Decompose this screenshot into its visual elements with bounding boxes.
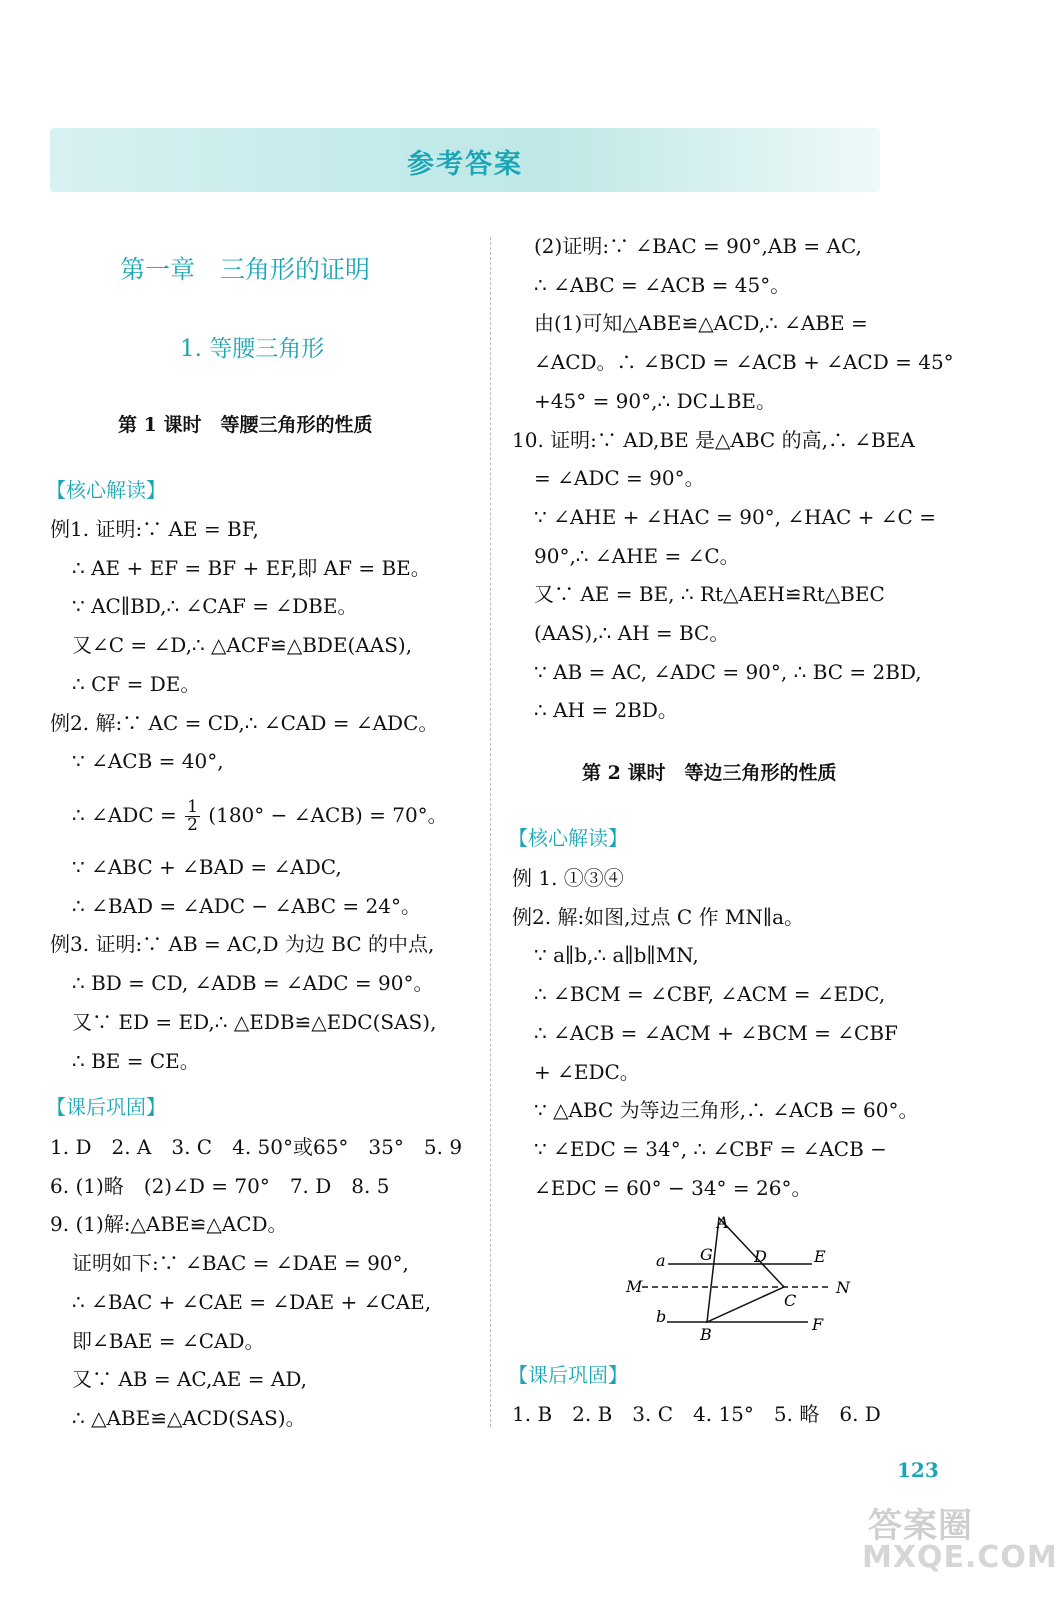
text-line: ∵ ∠ABC + ∠BAD = ∠ADC, [72, 855, 342, 879]
figure-label-E: E [814, 1247, 826, 1266]
text-line: 1. B 2. B 3. C 4. 15° 5. 略 6. D [512, 1402, 881, 1426]
figure-label-D: D [754, 1247, 767, 1266]
text-line: 例2. 解:如图,过点 C 作 MN∥a。 [512, 904, 805, 929]
text-line: ∴ AH = 2BD。 [534, 698, 678, 723]
figure-label-A: A [717, 1213, 729, 1232]
text-line: ∴ ∠BAC + ∠CAE = ∠DAE + ∠CAE, [72, 1289, 432, 1314]
text-line: ∵ AC∥BD,∴ ∠CAF = ∠DBE。 [72, 594, 358, 619]
section-tag-core: 【核心解读】 [46, 478, 166, 502]
fraction-suffix: (180° − ∠ACB) = 70°。 [208, 803, 448, 827]
text-line: 10. 证明:∵ AD,BE 是△ABC 的高,∴ ∠BEA [512, 427, 915, 452]
text-line: (2)证明:∵ ∠BAC = 90°,AB = AC, [534, 234, 862, 258]
figure-label-G: G [700, 1245, 713, 1264]
fraction [185, 799, 200, 834]
text-line: 又∵ ED = ED,∴ △EDB≌△EDC(SAS), [72, 1009, 437, 1034]
text-line: 6. (1)略 (2)∠D = 70° 7. D 8. 5 [50, 1173, 390, 1198]
column-divider [490, 237, 491, 1427]
figure-label-B: B [700, 1325, 712, 1344]
text-line: ∵ ∠ACB = 40°, [72, 749, 224, 774]
text-line: ∴ BD = CD, ∠ADB = ∠ADC = 90°。 [72, 971, 434, 996]
text-line: ∠ACD。∴ ∠BCD = ∠ACB + ∠ACD = 45° [534, 350, 954, 375]
section-title: 1. 等腰三角形 [180, 336, 325, 362]
text-line: ∴ BE = CE。 [72, 1048, 200, 1073]
page-number: 123 [897, 1458, 939, 1482]
fraction-numerator: 1 [187, 797, 198, 817]
text-line: 由(1)可知△ABE≌△ACD,∴ ∠ABE = [534, 311, 868, 336]
text-line: 例1. 证明:∵ AE = BF, [50, 517, 259, 541]
text-line: ∵ △ABC 为等边三角形,∴ ∠ACB = 60°。 [534, 1098, 919, 1123]
text-line: 又∵ AB = AC,AE = AD, [72, 1367, 307, 1392]
text-line: 又∠C = ∠D,∴ △ACF≌△BDE(AAS), [72, 633, 413, 658]
text-line: ∴ AE + EF = BF + EF,即 AF = BE。 [72, 555, 431, 580]
text-line: ∵ ∠EDC = 34°, ∴ ∠CBF = ∠ACB − [534, 1136, 887, 1161]
figure-label-C: C [784, 1291, 797, 1310]
text-line: 证明如下:∵ ∠BAC = ∠DAE = 90°, [72, 1251, 409, 1276]
watermark-logo: 答案圈 [868, 1506, 973, 1546]
text-line: ∵ ∠AHE + ∠HAC = 90°, ∠HAC + ∠C = [534, 504, 936, 529]
text-line: ∴ ∠BCM = ∠CBF, ∠ACM = ∠EDC, [534, 982, 886, 1007]
text-line: = ∠ADC = 90°。 [534, 466, 705, 491]
text-line: ∵ a∥b,∴ a∥b∥MN, [534, 943, 699, 968]
text-line: ∴ ∠ACB = ∠ACM + ∠BCM = ∠CBF [534, 1020, 898, 1045]
text-line: + ∠EDC。 [534, 1059, 640, 1084]
text-line: 9. (1)解:△ABE≌△ACD。 [50, 1212, 288, 1237]
figure-label-b: b [656, 1307, 667, 1326]
text-line: 1. D 2. A 3. C 4. 50°或65° 35° 5. 9 [50, 1135, 463, 1159]
text-line: ∴ ∠BAD = ∠ADC − ∠ABC = 24°。 [72, 893, 421, 918]
text-line: ∴ ∠ABC = ∠ACB = 45°。 [534, 272, 791, 297]
text-line: +45° = 90°,∴ DC⊥BE。 [534, 388, 777, 413]
fraction-prefix: ∴ ∠ADC = [72, 803, 177, 827]
text-line: 例 1. ①③④ [512, 866, 624, 890]
figure-label-F: F [812, 1315, 824, 1334]
geometry-figure [622, 1210, 862, 1345]
text-line: 90°,∴ ∠AHE = ∠C。 [534, 543, 740, 568]
text-line: (AAS),∴ AH = BC。 [534, 621, 730, 645]
text-line: ∵ AB = AC, ∠ADC = 90°, ∴ BC = 2BD, [534, 659, 922, 684]
section-tag-core-2: 【核心解读】 [508, 826, 628, 850]
lesson-title: 第 1 课时 等腰三角形的性质 [118, 414, 373, 436]
figure-label-M: M [626, 1277, 643, 1296]
text-line: 又∵ AE = BE, ∴ Rt△AEH≌Rt△BEC [534, 582, 885, 607]
chapter-title: 第一章 三角形的证明 [120, 255, 371, 284]
section-tag-review: 【课后巩固】 [46, 1095, 166, 1119]
fraction-line [50, 799, 448, 834]
text-line: 例3. 证明:∵ AB = AC,D 为边 BC 的中点, [50, 932, 435, 957]
figure-label-N: N [836, 1278, 850, 1297]
fraction-denominator: 2 [187, 815, 198, 835]
page-title: 参考答案 [407, 149, 523, 180]
title-banner [50, 128, 880, 192]
text-line: 例2. 解:∵ AC = CD,∴ ∠CAD = ∠ADC。 [50, 710, 439, 735]
lesson-title-2: 第 2 课时 等边三角形的性质 [582, 762, 837, 784]
watermark-url: MXQE.COM [862, 1540, 1058, 1575]
section-tag-review-2: 【课后巩固】 [508, 1363, 628, 1387]
text-line: ∴ CF = DE。 [72, 671, 201, 696]
figure-label-a: a [656, 1251, 666, 1270]
text-line: ∴ △ABE≌△ACD(SAS)。 [72, 1405, 306, 1430]
text-line: 即∠BAE = ∠CAD。 [72, 1328, 265, 1353]
text-line: ∠EDC = 60° − 34° = 26°。 [534, 1175, 812, 1200]
